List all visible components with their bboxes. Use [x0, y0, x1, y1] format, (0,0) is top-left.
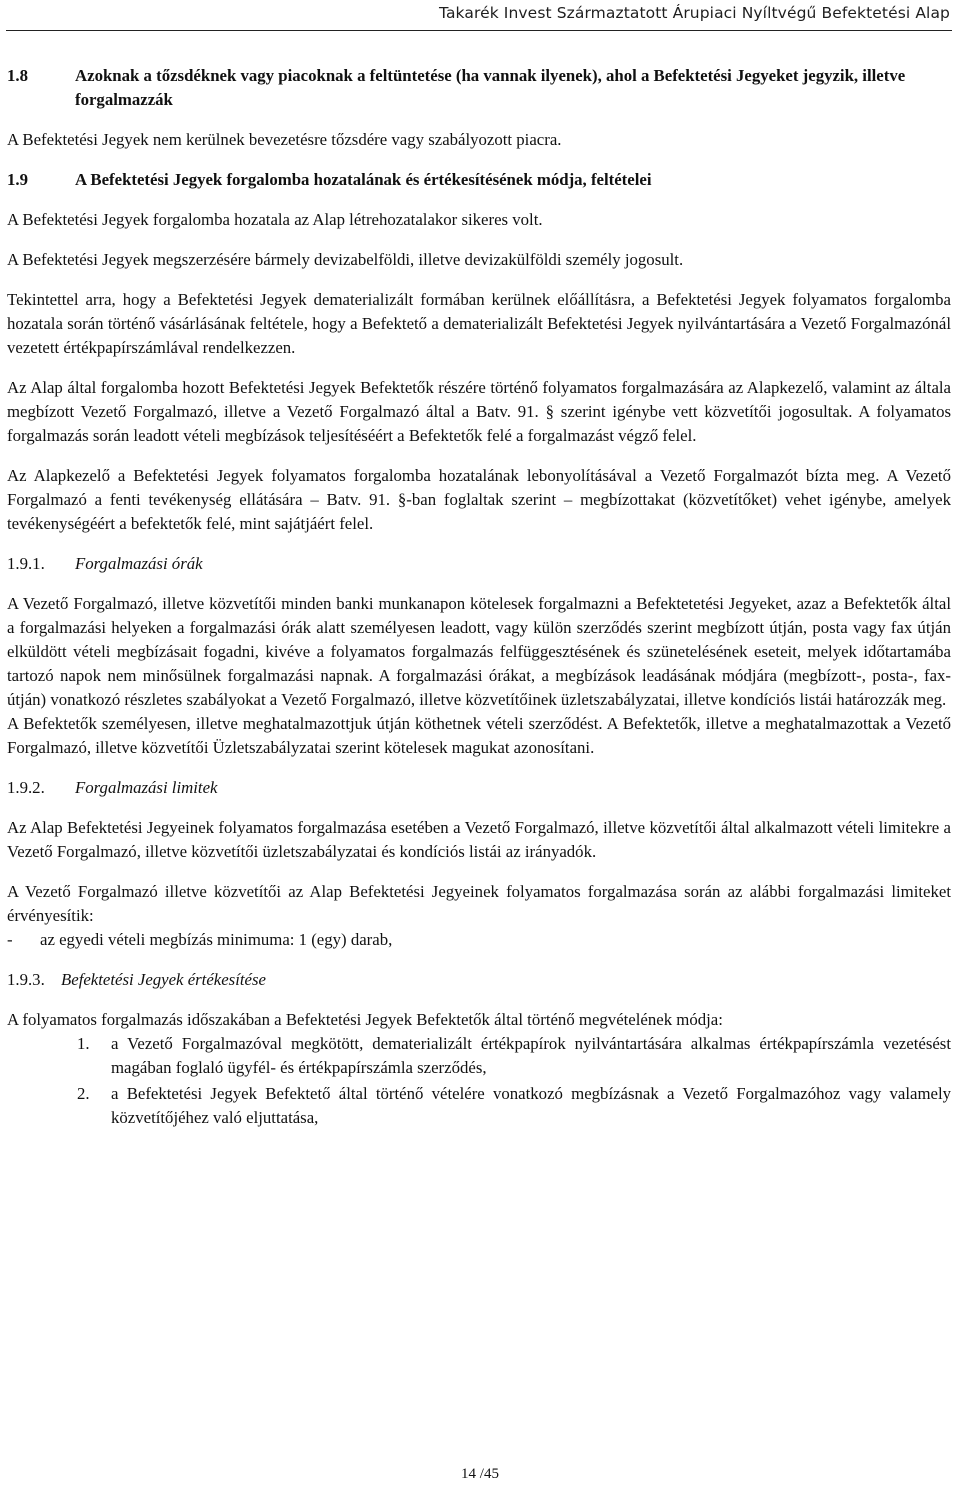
- list-item-text: a Befektetési Jegyek Befektető által történő vételére vonatkozó megbízásnak a Vezető Forgalmazóhoz vagy valamely közvetítőjéhez való eljuttatása,: [111, 1084, 951, 1127]
- list-item: [7, 1082, 951, 1130]
- section-title: A Befektetési Jegyek forgalomba hozatalának és értékesítésének módja, feltételei: [75, 170, 652, 189]
- dash-marker: -: [7, 930, 13, 949]
- paragraph: A folyamatos forgalmazás időszakában a Befektetési Jegyek Befektetők által történő megvételének módja:: [7, 1010, 723, 1029]
- section-title: Azoknak a tőzsdéknek vagy piacoknak a feltüntetése (ha vannak ilyenek), ahol a Befektetési Jegyeket jegyzik, illetve forgalmazzák: [75, 66, 906, 109]
- section-1-9-3-heading: [7, 968, 951, 992]
- list-number: 1.: [77, 1034, 90, 1053]
- paragraph: Tekintettel arra, hogy a Befektetési Jegyek dematerializált formában kerülnek előállításra, a Befektetési Jegyek folyamatos forgalomba hozatala során történő vásárlásának feltétele, hogy a Befektető a dematerializált Befektetési Jegyek nyilvántartására a Vezető Forgalmazónál vezetett értékpapírszámlával rendelkezzen.: [7, 290, 951, 357]
- section-title: Forgalmazási órák: [75, 554, 203, 573]
- section-1-9-heading: [7, 168, 951, 192]
- section-number: 1.9: [7, 170, 28, 189]
- section-title: Forgalmazási limitek: [75, 778, 218, 797]
- paragraph: Az Alap Befektetési Jegyeinek folyamatos forgalmazása esetében a Vezető Forgalmazó, illetve közvetítői által alkalmazott vételi limitekre a Vezető Forgalmazó, illetve közvetítői üzletszabályzatai és kondíciós listái az irányadók.: [7, 818, 951, 861]
- section-number: 1.9.1.: [7, 554, 45, 573]
- document-body: [7, 64, 951, 1132]
- list-item-text: a Vezető Forgalmazóval megkötött, dematerializált értékpapírok nyilvántartására alkalmas értékpapírszámla vezetésést magában foglaló ügyfél- és értékpapírszámla szerződés,: [111, 1034, 951, 1077]
- paragraph: Az Alapkezelő a Befektetési Jegyek folyamatos forgalomba hozatalának lebonyolításával a Vezető Forgalmazót bízta meg. A Vezető Forgalmazó a fenti tevékenység ellátására – Batv. 91. §-ban foglaltak szerint – megbízottakat (közvetítőket) vehet igénybe, amelyek tevékenységéért a befektetők felé, mint sajátjáért felel.: [7, 466, 951, 533]
- dash-list-item: [7, 928, 951, 952]
- paragraph: A Befektetési Jegyek megszerzésére bármely devizabelföldi, illetve devizakülföldi személy jogosult.: [7, 250, 684, 269]
- paragraph: A Befektetők személyesen, illetve meghatalmazottjuk útján köthetnek vételi szerződést. A Befektetők, illetve a meghatalmazottak a Vezető Forgalmazó, illetve közvetítői Üzletszabályzatai szerint kötelesek magukat azonosítani.: [7, 714, 951, 757]
- section-1-9-1-heading: [7, 552, 951, 576]
- document-title: Takarék Invest Származtatott Árupiaci Nyíltvégű Befektetési Alap: [438, 4, 950, 22]
- section-1-9-2-heading: [7, 776, 951, 800]
- paragraph: Az Alap által forgalomba hozott Befektetési Jegyek Befektetők részére történő folyamatos forgalmazására az Alapkezelő, valamint az általa megbízott Vezető Forgalmazó, illetve a Vezető Forgalmazó által a Batv. 91. § szerint igénybe vett közvetítői jogosultak. A folyamatos forgalmazás során leadott vételi megbízások teljesítéséért a Befektetők felé a forgalmazást végző felel.: [7, 378, 951, 445]
- page-number: 14 /45: [461, 1466, 499, 1482]
- paragraph: A Befektetési Jegyek forgalomba hozatala az Alap létrehozatalakor sikeres volt.: [7, 210, 543, 229]
- section-number: 1.8: [7, 66, 28, 85]
- section-title: Befektetési Jegyek értékesítése: [61, 970, 266, 989]
- header-rule: [6, 30, 952, 31]
- list-item-text: az egyedi vételi megbízás minimuma: 1 (egy) darab,: [40, 930, 393, 949]
- section-number: 1.9.3.: [7, 970, 45, 989]
- paragraph: A Befektetési Jegyek nem kerülnek bevezetésre tőzsdére vagy szabályozott piacra.: [7, 130, 562, 149]
- section-1-8-heading: [7, 64, 951, 112]
- page-header: [0, 0, 960, 30]
- paragraph: A Vezető Forgalmazó illetve közvetítői az Alap Befektetési Jegyeinek folyamatos forgalmazása során az alábbi forgalmazási limiteket érvényesítik:: [7, 882, 951, 925]
- list-item: [7, 1032, 951, 1080]
- list-number: 2.: [77, 1084, 90, 1103]
- numbered-list: [7, 1032, 951, 1130]
- section-number: 1.9.2.: [7, 778, 45, 797]
- paragraph: A Vezető Forgalmazó, illetve közvetítői minden banki munkanapon kötelesek forgalmazni a Befektetetési Jegyeket, azaz a Befektetők által a forgalmazási helyeken a forgalmazási órák alatt személyesen leadott, vagy külön szerződés szerint megbízott útján, posta vagy fax útján elküldött vételi megbízásait fogadni, kivéve a folyamatos forgalmazás felfüggesztésének és szünetelésének eseteit, melyek időtartamába tartozó napok nem minősülnek forgalmazási napnak. A forgalmazási órákat, a megbízások leadásának módjára (megbízott-, posta-, fax- útján) vonatkozó részletes szabályokat a Vezető Forgalmazó, illetve közvetítőinek üzletszabályzatai, illetve kondíciós listái határozzák meg.: [7, 594, 951, 709]
